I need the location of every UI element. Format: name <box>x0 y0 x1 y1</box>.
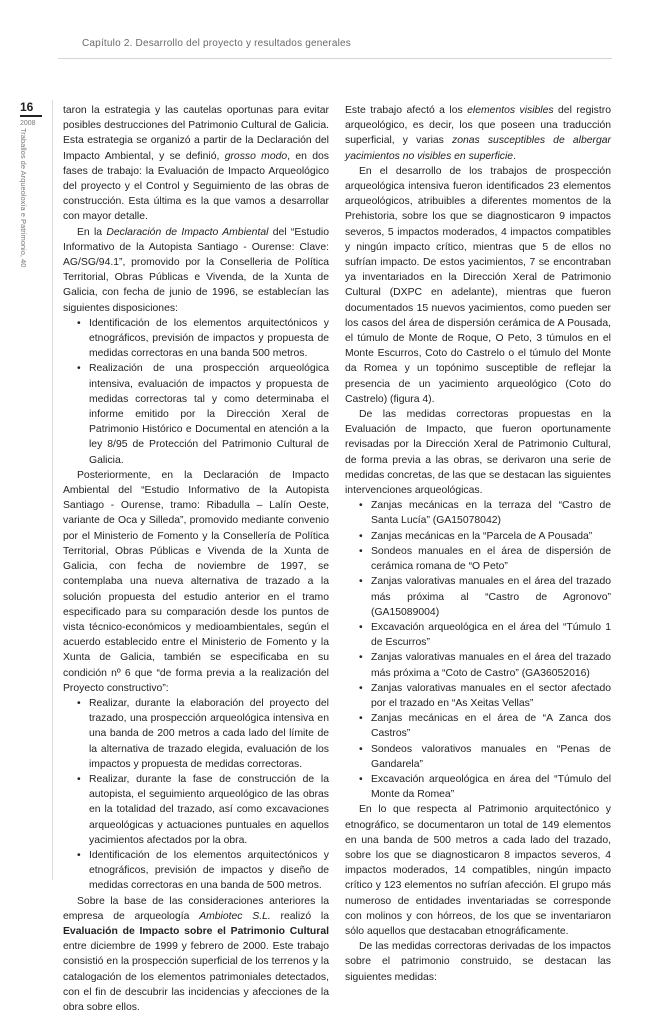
paragraph: En lo que respecta al Patrimonio arquitectónico y etnográfico, se documentaron un total de 149 elementos en una banda de 500 metros a cada lado del trazado, sobre los que se diagnosticaron 8 impactos severos, 4 impactos moderados, 14 compatibles, ningún impacto crítico y 123 elementos no sufrían afección. El grupo más numeroso de entidades inventariadas se corresponde con molinos y con hórreos, de los que se inventariaron sólo aquellos que destacaban etnográficamente. <box>345 804 611 937</box>
list-item: • Realizar, durante la elaboración del proyecto del trazado, una prospección arqueológica intensiva en una banda de 200 metros a cada lado del límite de la alternativa de trazado elegida, evaluación de los impactos y propuesta de medidas correctoras. <box>63 696 329 772</box>
list-item: • Excavación arqueológica en el área del “Túmulo 1 de Escurros” <box>345 620 611 650</box>
list-item: • Excavación arqueológica en área del “Túmulo del Monte da Romea” <box>345 772 611 802</box>
page-number: 16 <box>20 100 42 117</box>
right-column <box>345 103 611 985</box>
margin-divider <box>52 100 53 880</box>
list-item: • Realización de una prospección arqueológica intensiva, evaluación de impactos y propuesta de medidas correctoras tal y como determinaba el informe emitido por la Dirección Xeral de Patrimonio Histórico e Documental en atención a la ley 8/95 de Protección del Patrimonio Cultural de Galicia. <box>63 361 329 467</box>
text-span: entre diciembre de 1999 y febrero de 2000. Este trabajo consistió en la prospección superficial de los terrenos y la catalogación de los elementos patrimoniales detectados, con el fin de descubrir las incidencias y afecciones de la obra sobre ellos. <box>63 941 329 1013</box>
list-item: • Zanjas mecánicas en la terraza del “Castro de Santa Lucía” (GA15078042) <box>345 498 611 528</box>
text-span: Este trabajo afectó a los <box>345 105 468 116</box>
paragraph <box>345 103 611 164</box>
paragraph: De las medidas correctoras derivadas de los impactos sobre el patrimonio construido, se destacan las siguientes medidas: <box>345 941 611 983</box>
bullet-list <box>345 498 611 802</box>
paragraph: De las medidas correctoras propuestas en la Evaluación de Impacto, que fueron oportunamente revisadas por la Dirección Xeral de Patrimonio Cultural, de forma previa a las obras, se derivaron una serie de medidas concretas, de las que se destacan las siguientes intervenciones arqueológicas. <box>345 409 611 497</box>
paragraph: Posteriormente, en la Declaración de Impacto Ambiental del “Estudio Informativo de la Autopista Santiago - Ourense, tramo: Ribadulla – Lalín Oeste, variante de Oca y Silleda”, promovido mediante convenio por el Ministerio de Fomento y la Consellería de Política Territorial, Obras Públicas e Vivenda de la Xunta de Galicia, con fecha de noviembre de 1997, se contemplaba una nueva alternativa de trazado a la solución propuesta del estudio anterior en el tramo especificado para su comparación desde los puntos de vista técnico-económicos y medioambientales, según el acuerdo establecido entre el Ministerio de Fomento y la Xunta de Galicia, también se especificaba en su condición nº 6 que “de forma previa a la realización del Proyecto constructivo”: <box>63 469 329 694</box>
text-span: Sobre la base de las consideraciones anteriores la empresa de arqueología <box>63 895 329 922</box>
list-item: • Realizar, durante la fase de construcción de la autopista, el seguimiento arqueológico de las obras en la totalidad del trazado, así como excavaciones arqueológicas y actuaciones puntuales en aquellos yacimientos afectados por la obra. <box>63 772 329 848</box>
list-item: • Zanjas valorativas manuales en el área del trazado más próxima al “Castro de Agronovo” (GA15089004) <box>345 574 611 620</box>
list-item: • Zanjas mecánicas en el área de “A Zanca dos Castros” <box>345 711 611 741</box>
series-title: Traballos de Arqueoloxía e Patrimonio, 40 <box>19 128 28 268</box>
paragraph <box>63 103 329 225</box>
text-span: , en dos fases de trabajo: la Evaluación de Impacto Arqueológico del proyecto y el Control y Seguimiento de las obras de construcción. Esta última es la que vamos a desarrollar con mayor detalle. <box>63 150 329 223</box>
list-item: • Identificación de los elementos arquitectónicos y etnográficos, previsión de impactos y propuesta de medidas correctoras en una banda 500 metros. <box>63 316 329 362</box>
list-item: • Zanjas valorativas manuales en el área del trazado más próxima a “Coto de Castro” (GA36052016) <box>345 650 611 680</box>
emphasis: zonas susceptibles de albergar yacimientos no visibles en superficie <box>345 135 611 162</box>
text-span: realizó la <box>270 910 330 922</box>
list-item: • Sondeos valorativos manuales en “Penas de Gandarela” <box>345 742 611 772</box>
paragraph <box>63 894 329 1015</box>
left-column <box>63 103 329 1015</box>
text-span: En la <box>77 226 107 238</box>
page-margin <box>20 100 48 127</box>
text-span: del registro arqueológico, es decir, los que poseen una traducción superficial, y varias <box>345 105 611 147</box>
emphasis: Ambiotec S.L. <box>199 910 271 922</box>
bullet-list <box>63 316 329 468</box>
emphasis: grosso modo <box>224 150 288 162</box>
publication-year: 2008 <box>20 120 36 127</box>
list-item: • Identificación de los elementos arquitectónicos y etnográficos, previsión de impactos y diseño de medidas correctoras en una banda de 500 metros. <box>63 848 329 894</box>
text-span: . <box>513 150 516 162</box>
list-item: • Zanjas valorativas manuales en el sector afectado por el trazado en “As Xeitas Vellas” <box>345 681 611 711</box>
header-divider <box>58 58 612 59</box>
text-span: taron la estrategia y las cautelas oportunas para evitar posibles destrucciones del Patrimonio Cultural de Galicia. Esta estrategia se organizó a partir de la Declaración del Impacto Ambiental, y se definió, <box>63 105 329 162</box>
paragraph: En el desarrollo de los trabajos de prospección arqueológica intensiva fueron identificados 23 elementos arqueológicos, atribuibles a diferentes momentos de la Prehistoria, sobre los que se diagnosticaron 9 impactos severos, 5 impactos moderados, 4 impactos compatibles y ningún impacto crítico, mientras que 5 de ellos no sufrían impacto. De estos yacimientos, 7 se encontraban ya inventariados en la Dirección Xeral de Patrimonio Cultural (DXPC en adelante), mientras que fueron documentados 15 nuevos yacimientos, como pueden ser los casos del área de dispersión cerámica de A Pousada, el túmulo de Monte de Roque, O Peto, 3 túmulos en el Monte Escurros, Coto do Castrelo o el túmulo del Monte da Romea y un topónimo susceptible de reflejar la presencia de un yacimiento arqueológico (Coto do Castrelo) (figura 4). <box>345 165 611 405</box>
emphasis: Declaración de Impacto Ambiental <box>106 226 269 238</box>
running-header: Capítulo 2. Desarrollo del proyecto y resultados generales <box>82 38 351 49</box>
list-item: • Zanjas mecánicas en la “Parcela de A Pousada” <box>345 529 611 544</box>
emphasis: elementos visibles <box>467 105 554 116</box>
bullet-list <box>63 696 329 894</box>
list-item: • Sondeos manuales en el área de dispersión de cerámica romana de “O Peto” <box>345 544 611 574</box>
text-span: del “Estudio Informativo de la Autopista Santiago - Ourense: Clave: AG/SG/94.1”, promovido por la Conselleria de Política Territorial, Obras Públicas e Vivenda, de la Xunta de Galicia, con fecha de junio de 1996, se establecían las siguientes disposiciones: <box>63 226 329 314</box>
paragraph <box>63 225 329 316</box>
bold-text: Evaluación de Impacto sobre el Patrimonio Cultural <box>63 925 329 937</box>
